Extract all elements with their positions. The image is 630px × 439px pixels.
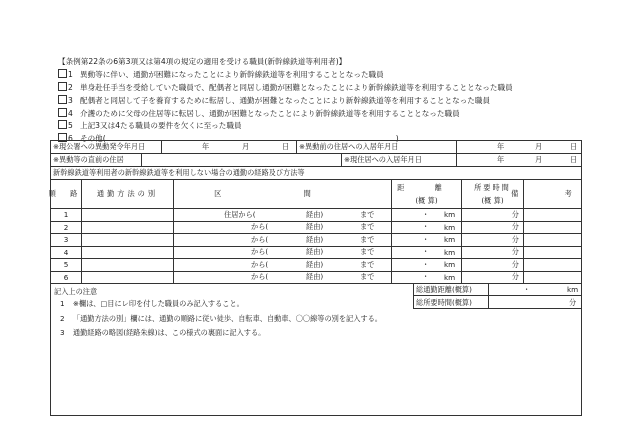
route-remarks-field[interactable] (523, 247, 581, 259)
header-order: 順 路 (48, 189, 84, 198)
route-distance-field[interactable] (391, 247, 461, 259)
route-via: 経由) (306, 209, 324, 219)
checkbox[interactable] (58, 108, 67, 117)
condition-number: 2 (68, 82, 73, 92)
route-via: 経由) (306, 222, 324, 232)
route-section-field[interactable] (173, 209, 391, 221)
route-distance-field[interactable] (391, 222, 461, 234)
route-section-field[interactable] (173, 259, 391, 271)
route-distance-field[interactable] (391, 209, 461, 221)
total-distance-label: 総通勤距離(概算) (416, 285, 472, 294)
route-method-field[interactable] (81, 209, 173, 221)
total-time-label: 総所要時間(概算) (416, 298, 472, 307)
route-row (51, 271, 581, 284)
route-time-field[interactable]: 分 (461, 234, 523, 246)
day-unit: 日 (282, 142, 290, 151)
condition-number: 1 (68, 69, 73, 79)
condition-text: 配偶者と同居して子を養育するために転居し、通勤が困難となったことにより新幹線鉄道等を利用することとなった職員 (80, 95, 491, 105)
condition-item (58, 95, 513, 108)
route-from: 住居から( (224, 209, 256, 219)
route-to: まで (360, 259, 375, 269)
prev-address-field[interactable] (141, 154, 341, 166)
route-to: まで (360, 272, 375, 282)
condition-number: 6 (68, 134, 73, 144)
route-number: 3 (63, 235, 69, 245)
route-to: まで (360, 247, 375, 257)
prev-address-label: ※異動等の直前の住居 (53, 155, 124, 164)
date-row-1 (51, 141, 581, 153)
route-remarks-field[interactable] (523, 209, 581, 221)
route-distance-dot: ・ (422, 234, 430, 244)
route-title-row (51, 166, 581, 179)
route-distance-field[interactable] (391, 272, 461, 284)
route-method-field[interactable] (81, 234, 173, 246)
total-time-row (414, 296, 581, 309)
transfer-date-field[interactable] (161, 141, 296, 153)
route-number: 1 (63, 210, 69, 220)
transfer-date-label: ※現公署への異動発令年月日 (53, 142, 146, 151)
route-distance-unit: km (444, 222, 456, 232)
header-section: 区 間 (173, 180, 391, 208)
route-number: 2 (63, 222, 69, 232)
route-from: から( (251, 234, 269, 244)
note-number: 3 (60, 328, 65, 337)
checkbox[interactable] (58, 82, 67, 91)
note-number: 1 (60, 299, 65, 308)
header-time: 所要時間 (474, 182, 511, 192)
route-from: から( (251, 222, 269, 232)
total-distance-row (414, 284, 581, 296)
condition-item (58, 120, 513, 133)
route-distance-dot: ・ (422, 209, 430, 219)
route-time-field[interactable]: 分 (461, 259, 523, 271)
route-via: 経由) (306, 272, 324, 282)
route-via: 経由) (306, 247, 324, 257)
header-distance: 距 離 (397, 182, 456, 192)
route-remarks-field[interactable] (523, 234, 581, 246)
route-time-field[interactable]: 分 (461, 222, 523, 234)
route-header-row (48, 179, 594, 208)
cur-move-date-field[interactable] (456, 154, 581, 166)
route-distance-dot: ・ (422, 272, 430, 282)
route-remarks-field[interactable] (523, 259, 581, 271)
route-to: まで (360, 222, 375, 232)
route-remarks-field[interactable] (523, 222, 581, 234)
note-text: ※欄は、□目にレ印を付した職員のみ記入すること。 (72, 299, 244, 308)
route-row (51, 208, 581, 221)
route-distance-unit: km (444, 210, 456, 220)
condition-item (58, 82, 513, 95)
year-unit: 年 (497, 155, 505, 164)
route-via: 経由) (306, 259, 324, 269)
route-section-field[interactable] (173, 247, 391, 259)
route-distance-unit: km (444, 260, 456, 270)
condition-text: 介護のために父母の住居等に転居し、通勤が困難となったことにより新幹線鉄道等を利用することとなった職員 (80, 108, 460, 118)
route-method-field[interactable] (81, 259, 173, 271)
condition-text: 単身赴任手当を受給していた職員で、配偶者と同居し通勤が困難となったことにより新幹線鉄道等を利用することとなった職員 (80, 82, 513, 92)
route-distance-field[interactable] (391, 259, 461, 271)
route-row (51, 246, 581, 259)
date-row-2 (51, 153, 581, 166)
other-close-paren: ) (395, 134, 399, 144)
condition-text: その他( (80, 134, 106, 144)
notes-title: 記入上の注意 (54, 287, 98, 296)
condition-number: 4 (68, 108, 73, 118)
route-via: 経由) (306, 234, 324, 244)
route-distance-unit: km (444, 235, 456, 245)
condition-text: 上記3又は4たる職員の要件を欠くに至った職員 (80, 121, 242, 131)
route-time-field[interactable]: 分 (461, 272, 523, 284)
route-row (51, 233, 581, 246)
header-time-sub: (概 算) (481, 195, 504, 205)
route-time-field[interactable]: 分 (461, 247, 523, 259)
route-from: から( (251, 272, 269, 282)
route-number: 4 (63, 247, 69, 257)
cur-move-date-label: ※現住居への入居年月日 (341, 154, 456, 166)
year-unit: 年 (202, 142, 210, 151)
note-item (60, 299, 244, 309)
route-from: から( (251, 259, 269, 269)
total-time-unit: 分 (569, 298, 577, 307)
prev-move-date-field[interactable] (456, 141, 581, 153)
header-remarks: 備 考 (523, 180, 581, 208)
notes-area (51, 283, 581, 340)
note-item (60, 314, 382, 324)
route-time-field[interactable]: 分 (461, 209, 523, 221)
month-unit: 月 (242, 142, 250, 151)
route-method-field[interactable] (81, 272, 173, 284)
commute-form (48, 140, 594, 416)
total-distance-dot: ・ (523, 285, 531, 294)
route-distance-unit: km (444, 247, 456, 257)
total-distance-unit: km (567, 285, 579, 294)
condition-text: 異動等に伴い、通勤が困難になったことにより新幹線鉄道等を利用することとなった職員 (80, 69, 384, 79)
route-remarks-field[interactable] (523, 272, 581, 284)
month-unit: 月 (535, 155, 543, 164)
route-to: まで (360, 209, 375, 219)
route-distance-dot: ・ (422, 259, 430, 269)
route-title: 新幹線鉄道等利用者の新幹線鉄道等を利用しない場合の通勤の経路及び方法等 (53, 168, 305, 177)
route-row (51, 221, 581, 234)
note-text: 通勤経路の略図(経路朱線)は、この様式の裏面に記入する。 (72, 328, 266, 337)
checkbox[interactable] (58, 95, 67, 104)
route-section-field[interactable] (173, 272, 391, 284)
route-method-field[interactable] (81, 222, 173, 234)
header-method: 通勤方法の別 (81, 180, 173, 208)
header-distance-cell (391, 180, 461, 208)
route-from: から( (251, 247, 269, 257)
conditions-section (58, 56, 513, 146)
route-number: 6 (63, 272, 69, 282)
note-number: 2 (60, 314, 65, 323)
condition-number: 5 (68, 121, 73, 131)
route-distance-dot: ・ (422, 247, 430, 257)
route-section-field[interactable] (173, 222, 391, 234)
note-text: 「通勤方法の別」欄には、通勤の順路に従い徒歩、自転車、自動車、〇〇線等の別を記入する。 (72, 314, 382, 323)
conditions-title: 【条例第22条の6第3項又は第4項の規定の適用を受ける職員(新幹線鉄道等利用者)】 (58, 57, 347, 66)
year-unit: 年 (497, 142, 505, 151)
route-method-field[interactable] (81, 247, 173, 259)
condition-item (58, 108, 513, 121)
route-to: まで (360, 234, 375, 244)
checkbox[interactable] (58, 120, 67, 129)
condition-number: 3 (68, 95, 73, 105)
route-number: 5 (63, 260, 69, 270)
total-distance-field[interactable] (488, 284, 582, 295)
total-time-field[interactable] (488, 296, 582, 309)
prev-move-date-label: ※異動前の住居への入居年月日 (296, 141, 456, 153)
totals-box (413, 284, 581, 309)
route-distance-field[interactable] (391, 234, 461, 246)
route-distance-dot: ・ (422, 222, 430, 232)
condition-item (58, 69, 513, 82)
header-distance-sub: (概 算) (415, 195, 438, 205)
day-unit: 日 (570, 142, 578, 151)
route-distance-unit: km (444, 272, 456, 282)
month-unit: 月 (535, 142, 543, 151)
day-unit: 日 (570, 155, 578, 164)
route-row (51, 258, 581, 271)
note-item (60, 328, 265, 338)
checkbox[interactable] (58, 69, 67, 78)
route-section-field[interactable] (173, 234, 391, 246)
